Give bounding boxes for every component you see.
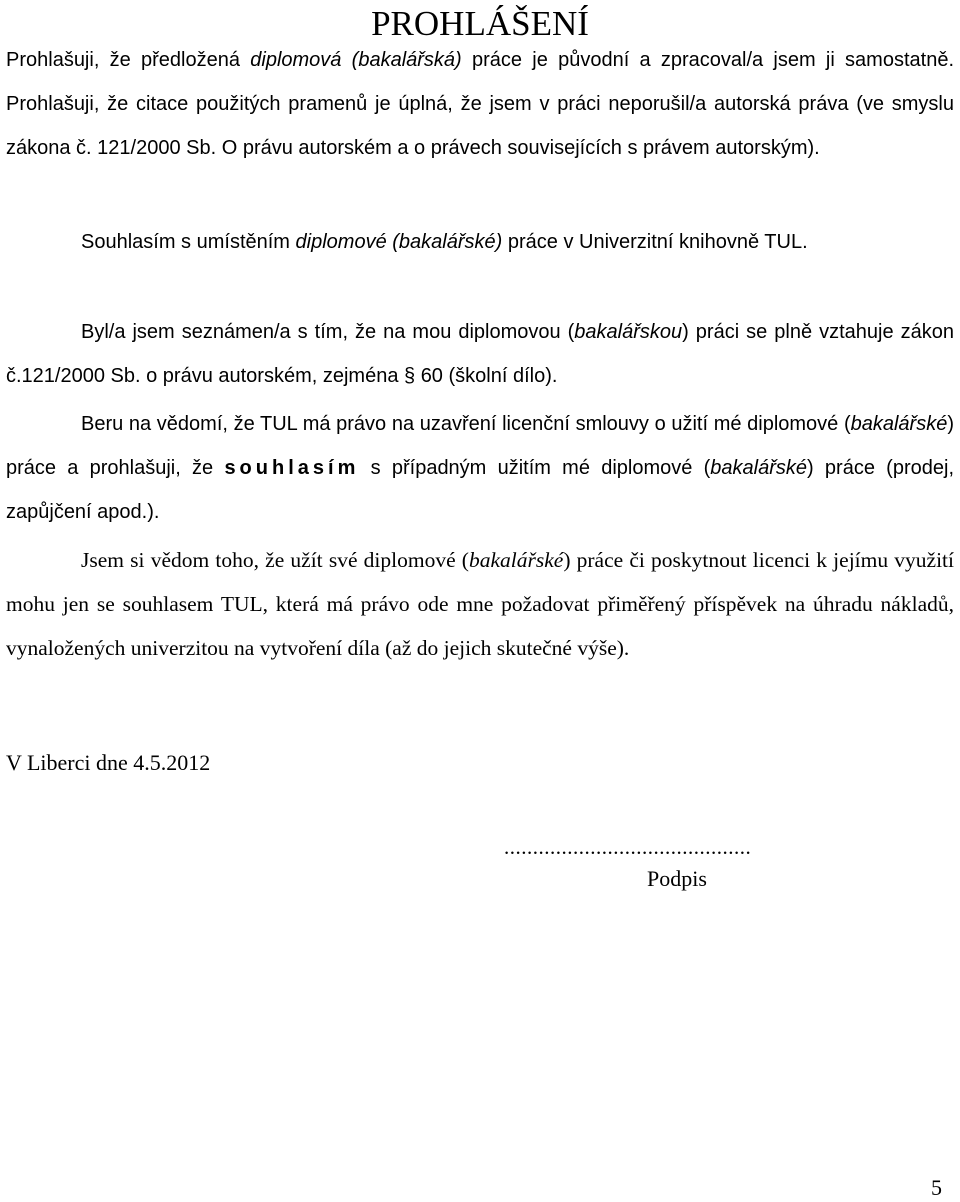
page-title: PROHLÁŠENÍ xyxy=(371,4,589,43)
p3-text-b: ) práci se plně vztahuje zákon č.121/2000 Sb. o právu autorském, zejména § 60 (školní dílo). xyxy=(6,321,954,387)
p4-text-c: s případným užitím mé diplomové ( xyxy=(359,457,711,479)
p3-italic: bakalářskou xyxy=(574,321,683,343)
place-and-date: V Liberci dne 4.5.2012 xyxy=(6,750,211,775)
p5-text-b: ) práce či poskytnout licenci k jejímu využití mohu jen se souhlasem TUL, která má právo ode mne požadovat přiměřený příspěvek na úhradu nákladů, vynaložených univerzitou na vytvoření díla (až do jejich skutečné výše). xyxy=(6,548,955,660)
document-page xyxy=(6,0,954,1202)
declaration-paragraph-3 xyxy=(6,310,954,398)
p2-text-b: práce v Univerzitní knihovně TUL. xyxy=(502,231,808,253)
p3-text-a: Byl/a jsem seznámen/a s tím, že na mou diplomovou ( xyxy=(81,321,575,343)
signature-label: Podpis xyxy=(647,866,707,891)
p4-text-a: Beru na vědomí, že TUL má právo na uzavření licenční smlouvy o užití mé diplomové ( xyxy=(81,413,851,435)
declaration-paragraph-4 xyxy=(6,402,954,534)
p2-italic: diplomové (bakalářské) xyxy=(295,231,503,253)
p4-italic-2: bakalářské xyxy=(710,457,807,479)
p1-text-b: práce je původní a zpracoval/a jsem ji samostatně. Prohlašuji, že citace použitých pramenů je úplná, že jsem v práci neporušil/a autorská práva (ve smyslu zákona č. 121/2000 Sb. O právu autorském a o právech souvisejících s právem autorským). xyxy=(6,49,955,159)
signature-line: ........................................... xyxy=(504,835,752,859)
p4-text-d: ) práce (prodej, zapůjčení apod.). xyxy=(6,457,954,523)
p4-italic-1: bakalářské xyxy=(850,413,948,435)
declaration-paragraph-5 xyxy=(6,538,954,670)
page-number: 5 xyxy=(931,1175,942,1200)
p4-spaced-consent: souhlasím xyxy=(224,457,360,479)
p4-text-b: ) práce a prohlašuji, že xyxy=(6,413,954,479)
p1-text-a: Prohlašuji, že předložená xyxy=(6,49,251,71)
declaration-paragraph-2 xyxy=(6,220,954,264)
p1-italic: diplomová (bakalářská) xyxy=(250,49,462,71)
p2-text-a: Souhlasím s umístěním xyxy=(81,231,296,253)
declaration-paragraph-1 xyxy=(6,38,954,170)
p5-text-a: Jsem si vědom toho, že užít své diplomové ( xyxy=(81,548,469,572)
p5-italic: bakalářské xyxy=(468,548,564,572)
